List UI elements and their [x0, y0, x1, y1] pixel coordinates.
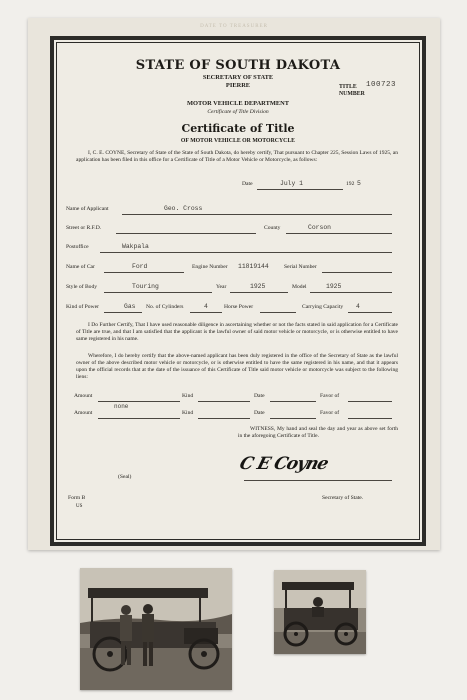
- lien-favor-label-1: Favor of: [320, 393, 340, 399]
- photo-car-with-driver: [274, 570, 366, 654]
- lien-favor-line-1: [348, 401, 392, 402]
- lien-date-label-1: Date: [254, 393, 265, 399]
- year-label: Year: [216, 284, 227, 290]
- applicant-label: Name of Applicant: [66, 206, 109, 212]
- lien-kind-label-2: Kind: [182, 410, 194, 416]
- capacity-line: [348, 312, 392, 313]
- horsepower-line: [260, 312, 296, 313]
- year-value: 1925: [250, 283, 266, 290]
- postoffice-label: Postoffice: [66, 244, 89, 250]
- title-label: TITLE: [339, 84, 357, 90]
- lien-amount-label-2: Amount: [74, 410, 93, 416]
- lien-amount-label-1: Amount: [74, 393, 93, 399]
- power-label: Kind of Power: [66, 304, 99, 310]
- lien-favor-line-2: [348, 418, 392, 419]
- car-line: [104, 272, 184, 273]
- certificate-subheading: OF MOTOR VEHICLE OR MOTORCYCLE: [180, 138, 296, 144]
- capacity-label: Carrying Capacity: [302, 304, 344, 310]
- date-value: July 1: [280, 180, 304, 187]
- serial-label: Serial Number: [284, 264, 317, 270]
- serial-line: [322, 272, 392, 273]
- lien-kind-line-2: [198, 418, 250, 419]
- car-value: Ford: [132, 263, 148, 270]
- engine-value: 11819144: [238, 263, 269, 270]
- lien-date-label-2: Date: [254, 410, 265, 416]
- body-line: [104, 292, 212, 293]
- postoffice-line: [100, 252, 392, 253]
- form-code: US: [76, 504, 83, 509]
- signature-line: [244, 480, 392, 481]
- applicant-value: Geo. Cross: [164, 205, 203, 212]
- postoffice-value: Wakpala: [122, 243, 149, 250]
- county-line: [286, 233, 392, 234]
- top-stamp-text: DATE TO TREASURER: [200, 24, 268, 29]
- horsepower-label: Horse Power: [224, 304, 254, 310]
- cylinders-value: 4: [204, 303, 208, 310]
- street-label: Street or R.F.D.: [66, 225, 102, 231]
- lien-none-value: none: [114, 403, 129, 410]
- applicant-line: [122, 214, 392, 215]
- date-line: [257, 189, 343, 190]
- secretary-title: Secretary of State.: [322, 495, 364, 501]
- county-label: County: [264, 225, 281, 231]
- power-value: Gas: [124, 303, 136, 310]
- year-prefix: 192: [346, 181, 355, 187]
- car-label: Name of Car: [66, 264, 95, 270]
- city-label: PIERRE: [225, 82, 251, 89]
- photo-men-with-car: [80, 568, 232, 690]
- lien-amount-line-1: [98, 401, 180, 402]
- lien-kind-line-1: [198, 401, 250, 402]
- state-title: STATE OF SOUTH DAKOTA: [135, 58, 341, 73]
- date-label: Date: [242, 181, 253, 187]
- number-label: NUMBER: [339, 91, 365, 97]
- street-line: [116, 233, 256, 234]
- cylinders-line: [190, 312, 222, 313]
- certificate-border: [50, 36, 426, 546]
- lien-date-line-1: [270, 401, 316, 402]
- title-certificate-document: [28, 18, 440, 550]
- body-value: Touring: [132, 283, 159, 290]
- lien-date-line-2: [270, 418, 316, 419]
- lien-kind-label-1: Kind: [182, 393, 194, 399]
- capacity-value: 4: [356, 303, 360, 310]
- division-label: Certificate of Title Division: [207, 109, 269, 115]
- office-label: SECRETARY OF STATE: [202, 74, 274, 81]
- signature: C E Coyne: [237, 454, 330, 474]
- body-label: Style of Body: [66, 284, 98, 290]
- model-value: 1925: [326, 283, 342, 290]
- department-label: MOTOR VEHICLE DEPARTMENT: [186, 100, 290, 107]
- engine-label: Engine Number: [192, 264, 228, 270]
- wherefore-paragraph: Wherefore, I do hereby certify that the above-named applicant has been duly registered in the office of the Secretary of State as the lawful owner of the above described motor vehicle or motorcycle, or is otherwise entitled to have the same registered in his name, and that it appears upon the official records that at the date of the issuance of this Certificate of Title said motor vehicle or motorcycle was subject to the following liens:: [76, 353, 398, 380]
- lien-amount-line-2: [98, 418, 180, 419]
- intro-paragraph: I, C. E. COYNE, Secretary of State of the State of South Dakota, do hereby certify, That pursuant to Chapter 225, Session Laws of 1925, an application has been filed in this office for a Certificate of Title of a Motor Vehicle or Motorcycle, as follows:: [76, 150, 398, 163]
- title-number: 100723: [366, 81, 397, 89]
- model-line: [310, 292, 392, 293]
- county-value: Corson: [308, 224, 332, 231]
- further-certify-paragraph: I Do Further Certify, That I have used reasonable diligence in ascertaining whether or not the facts stated in said application for a Certificate of Title are true, and that I am satisfied that the applicant is the lawful owner of said motor vehicle or motorcycle, or is otherwise entitled to have same registered in his name.: [76, 322, 398, 342]
- power-line: [104, 312, 142, 313]
- certificate-heading: Certificate of Title: [181, 122, 295, 135]
- seal-label: (Seal): [118, 474, 132, 480]
- year-digit: 5: [357, 180, 361, 187]
- form-label: Form B: [68, 495, 86, 501]
- witness-paragraph: WITNESS, My hand and seal the day and year as above set forth in the aforegoing Certificate of Title.: [238, 426, 398, 439]
- lien-favor-label-2: Favor of: [320, 410, 340, 416]
- model-label: Model: [292, 284, 307, 290]
- year-line: [230, 292, 288, 293]
- cylinders-label: No. of Cylinders: [146, 304, 184, 310]
